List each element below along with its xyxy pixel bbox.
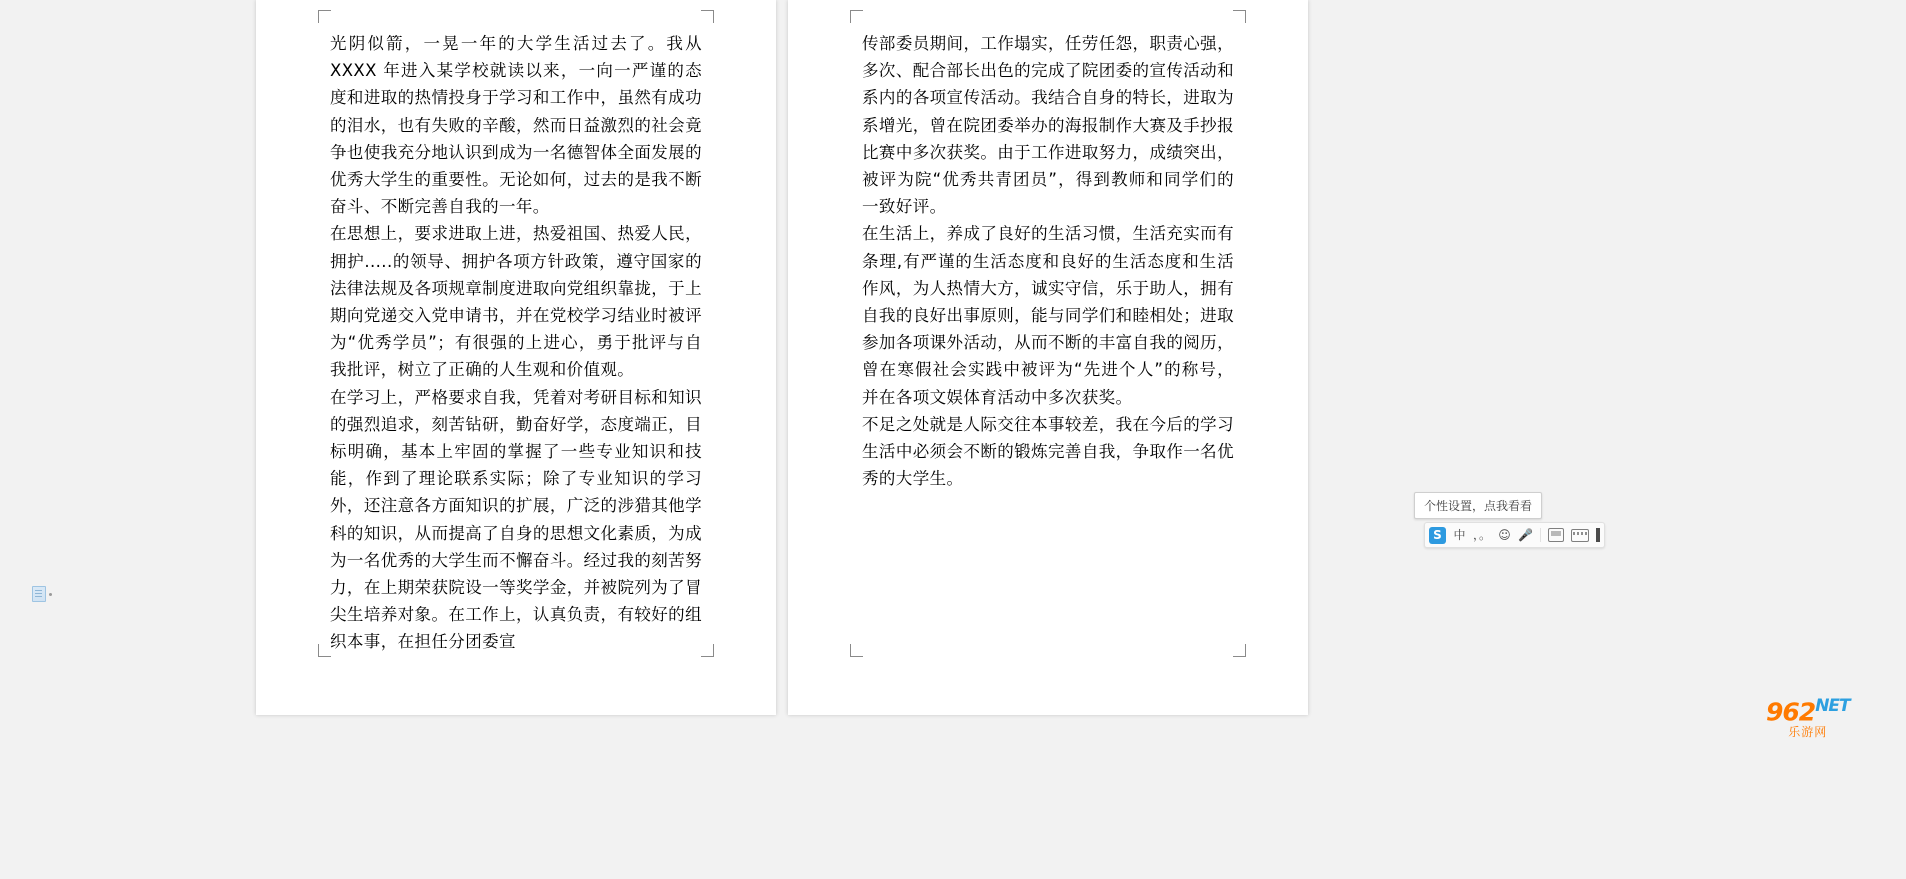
crop-mark-top-left xyxy=(318,10,331,23)
watermark-brand-text: 962 xyxy=(1766,697,1816,727)
paragraph: 不足之处就是人际交往本事较差，我在今后的学习生活中必须会不断的锻炼完善自我，争取作一名优秀的大学生。 xyxy=(862,414,1234,489)
page-right-text-body[interactable] xyxy=(862,30,1234,492)
site-watermark xyxy=(1766,698,1850,738)
crop-mark-bottom-left xyxy=(850,644,863,657)
toolbox-icon[interactable] xyxy=(1548,528,1564,542)
paragraph: 在学习上，严格要求自我，凭着对考研目标和知识的强烈追求，刻苦钻研，勤奋好学，态度端正，目标明确，基本上牢固的掌握了一些专业知识和技能，作到了理论联系实际；除了专业知识的学习外，还注意各方面知识的扩展，广泛的涉猎其他学科的知识，从而提高了自身的思想文化素质，为成为一名优秀的大学生而不懈奋斗。经过我的刻苦努力，在上期荣获院设一等奖学金，并被院列为了冒尖生培养对象。在工作上，认真负责，有较好的组织本事，在担任分团委宣 xyxy=(330,387,702,652)
ime-logo-icon[interactable]: S xyxy=(1429,527,1446,544)
keyboard-icon[interactable] xyxy=(1571,529,1589,542)
ime-settings-tooltip[interactable]: 个性设置，点我看看 xyxy=(1414,492,1542,519)
ime-toolbar[interactable] xyxy=(1424,522,1605,548)
crop-mark-bottom-right xyxy=(701,644,714,657)
watermark-brand-suffix: NET xyxy=(1815,696,1850,716)
page-left-text-body[interactable] xyxy=(330,30,702,656)
watermark-brand xyxy=(1766,696,1850,727)
paragraph: 在思想上，要求进取上进，热爱祖国、热爱人民，拥护.....的领导、拥护各项方针政策，遵守国家的法律法规及各项规章制度进取向党组织靠拢，于上期向党递交入党申请书，并在党校学习结业时被评为“优秀学员”；有很强的上进心，勇于批评与自我批评，树立了正确的人生观和价值观。 xyxy=(330,224,702,380)
document-page-right[interactable] xyxy=(788,0,1308,715)
crop-mark-top-left xyxy=(850,10,863,23)
paragraph: 在生活上，养成了良好的生活习惯，生活充实而有条理,有严谨的生活态度和良好的生活态度和生活作风，为人热情大方，诚实守信，乐于助人，拥有自我的良好出事原则，能与同学们和睦相处；进取参加各项课外活动，从而不断的丰富自我的阅历，曾在寒假社会实践中被评为“先进个人”的称号，并在各项文娱体育活动中多次获奖。 xyxy=(862,224,1234,407)
emoji-icon[interactable]: ☺ xyxy=(1498,528,1511,542)
paragraph: 传部委员期间，工作塌实，任劳任怨，职责心强，多次、配合部长出色的完成了院团委的宣传活动和系内的各项宣传活动。我结合自身的特长，进取为系增光，曾在院团委举办的海报制作大赛及手抄报比赛中多次获奖。由于工作进取努力，成绩突出，被评为院“优秀共青团员”，得到教师和同学们的一致好评。 xyxy=(862,34,1234,217)
paragraph: 光阴似箭，一晃一年的大学生活过去了。我从 XXXX 年进入某学校就读以来，一向一严谨的态度和进取的热情投身于学习和工作中，虽然有成功的泪水，也有失败的辛酸，然而日益激烈的社会竟争也使我充分地认识到成为一名德智体全面发展的优秀大学生的重要性。无论如何，过去的是我不断奋斗、不断完善自我的一年。 xyxy=(330,34,702,217)
ime-more-handle[interactable] xyxy=(1596,528,1600,542)
comment-marker[interactable] xyxy=(32,586,52,602)
microphone-icon[interactable]: 🎤 xyxy=(1518,528,1533,542)
watermark-subtitle: 乐游网 xyxy=(1788,725,1828,740)
punctuation-toggle-icon[interactable]: ，。 xyxy=(1473,528,1492,542)
comment-icon xyxy=(32,586,46,602)
ime-separator xyxy=(1540,528,1541,542)
language-toggle-icon[interactable]: 中 xyxy=(1453,528,1466,542)
comment-marker-dot xyxy=(49,593,52,596)
document-page-left[interactable] xyxy=(256,0,776,715)
crop-mark-bottom-right xyxy=(1233,644,1246,657)
crop-mark-top-right xyxy=(701,10,714,23)
crop-mark-top-right xyxy=(1233,10,1246,23)
